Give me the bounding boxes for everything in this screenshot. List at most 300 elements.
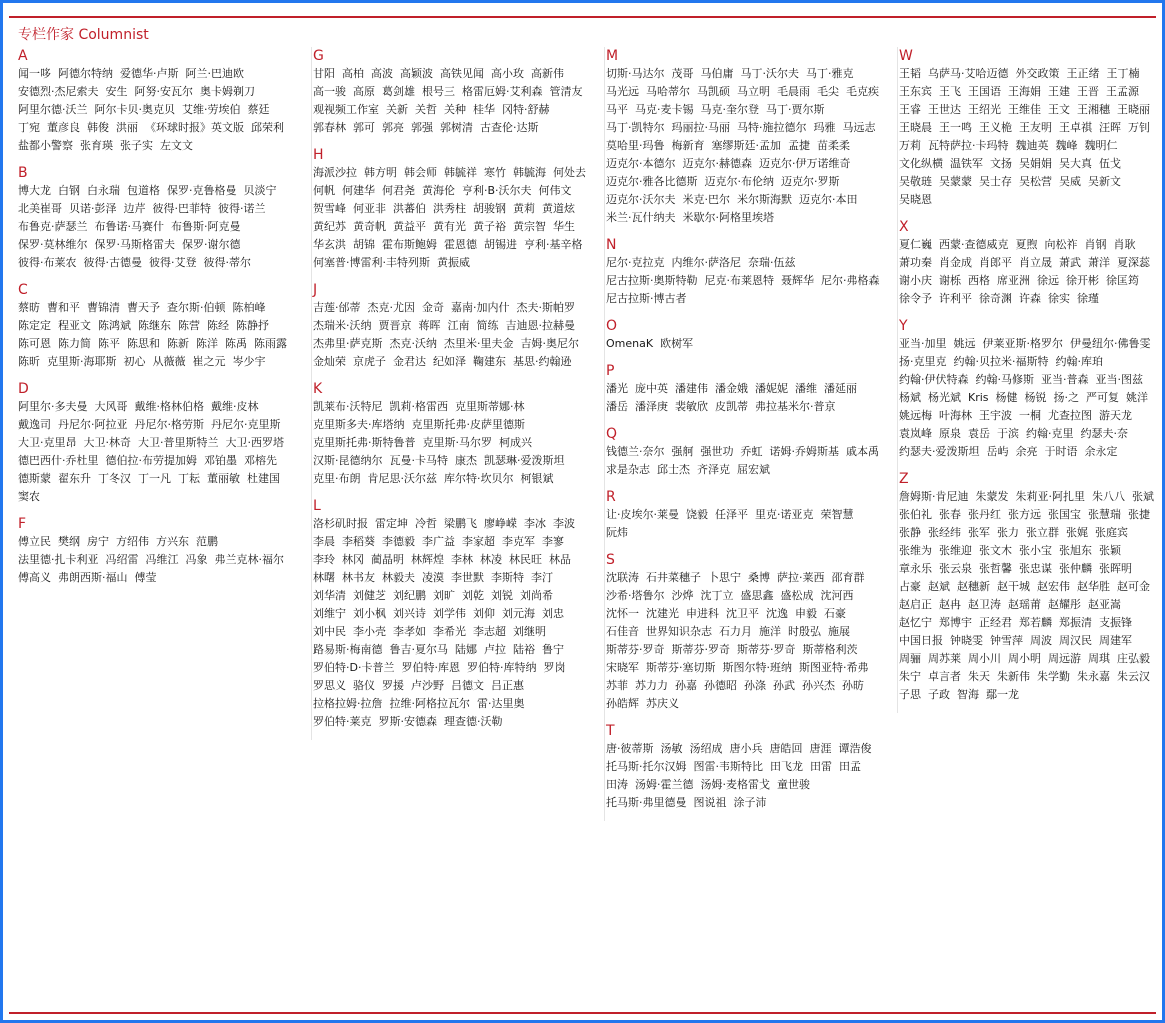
columnist-link[interactable]: 苏力力 (635, 679, 668, 692)
columnist-link[interactable]: 李德毅 (382, 535, 415, 548)
columnist-link[interactable]: 陈柏峰 (232, 301, 266, 314)
columnist-link[interactable]: 曹和平 (47, 301, 80, 314)
columnist-link[interactable]: 亚当·图兹 (1095, 373, 1143, 386)
columnist-link[interactable]: 冯象 (185, 553, 208, 566)
columnist-link[interactable]: 周小明 (1008, 652, 1041, 665)
columnist-link[interactable]: 方兴东 (156, 535, 189, 548)
columnist-link[interactable]: 周远游 (1048, 652, 1081, 665)
columnist-link[interactable]: 杰克·尤因 (367, 301, 415, 314)
columnist-link[interactable]: 张娓 (1066, 526, 1088, 539)
columnist-link[interactable]: 李波 (553, 517, 575, 530)
columnist-link[interactable]: 王睿 (899, 103, 921, 116)
columnist-link[interactable]: 王飞 (939, 85, 961, 98)
columnist-link[interactable]: 刘健芝 (353, 589, 386, 602)
columnist-link[interactable]: 丁冬汉 (98, 472, 131, 485)
columnist-link[interactable]: 崔之元 (192, 355, 226, 368)
columnist-link[interactable]: 胡骏钢 (473, 202, 506, 215)
columnist-link[interactable]: 高新伟 (531, 67, 564, 80)
columnist-link[interactable]: 何伟文 (538, 184, 572, 197)
columnist-link[interactable]: 于滨 (997, 427, 1019, 440)
columnist-link[interactable]: 盛松成 (780, 589, 814, 602)
columnist-link[interactable]: 克里斯·马尔罗 (422, 436, 492, 449)
columnist-link[interactable]: 孙武 (773, 679, 795, 692)
columnist-link[interactable]: 张旭东 (1059, 544, 1092, 557)
columnist-link[interactable]: 屈宏斌 (737, 463, 770, 476)
columnist-link[interactable]: 黄道炫 (542, 202, 575, 215)
columnist-link[interactable]: 古查伦·达斯 (480, 121, 539, 134)
columnist-link[interactable]: 强舸 (671, 445, 694, 458)
columnist-link[interactable]: 白永瑞 (87, 184, 120, 197)
columnist-link[interactable]: 潘延丽 (824, 382, 857, 395)
columnist-link[interactable]: 窦农 (18, 490, 40, 503)
columnist-link[interactable]: 中国日报 (899, 634, 943, 647)
columnist-link[interactable]: 郭树清 (440, 121, 473, 134)
columnist-link[interactable]: 玛雅 (813, 121, 836, 134)
columnist-link[interactable]: 里克·诺亚克 (755, 508, 814, 521)
columnist-link[interactable]: 陆裕 (513, 643, 535, 656)
columnist-link[interactable]: 吴蒙蒙 (939, 175, 972, 188)
columnist-link[interactable]: 赵宏伟 (1037, 580, 1070, 593)
columnist-link[interactable]: 夏仁巍 (899, 238, 932, 251)
columnist-link[interactable]: 张维迎 (939, 544, 972, 557)
columnist-link[interactable]: 朱莉亚·阿扎里 (1015, 490, 1085, 503)
columnist-link[interactable]: 王丁楠 (1106, 67, 1140, 80)
columnist-link[interactable]: 周苏莱 (928, 652, 961, 665)
columnist-link[interactable]: 保罗·克鲁格曼 (167, 184, 237, 197)
columnist-link[interactable]: 约翰·库珀 (1055, 355, 1103, 368)
columnist-link[interactable]: 黄有光 (433, 220, 466, 233)
columnist-link[interactable]: 何亚非 (353, 202, 386, 215)
columnist-link[interactable]: 萧功秦 (899, 256, 932, 269)
columnist-link[interactable]: 唐小兵 (729, 742, 763, 755)
columnist-link[interactable]: 张慧瑞 (1088, 508, 1121, 521)
columnist-link[interactable]: 严可复 (1086, 391, 1120, 404)
columnist-link[interactable]: 西格 (968, 274, 990, 287)
columnist-link[interactable]: 王维佳 (1008, 103, 1041, 116)
columnist-link[interactable]: 阿尔卡贝·奥克贝 (94, 103, 175, 116)
columnist-link[interactable]: 叶海林 (939, 409, 972, 422)
columnist-link[interactable]: 董彦良 (47, 121, 80, 134)
columnist-link[interactable]: 瓦特萨拉·卡玛特 (928, 139, 1009, 152)
columnist-link[interactable]: 刘中民 (313, 625, 346, 638)
columnist-link[interactable]: 孟捷 (788, 139, 810, 152)
columnist-link[interactable]: 大风哥 (94, 400, 128, 413)
columnist-link[interactable]: 让·皮埃尔·莱曼 (606, 508, 679, 521)
columnist-link[interactable]: 张春 (939, 508, 961, 521)
columnist-link[interactable]: 孙兴杰 (802, 679, 835, 692)
columnist-link[interactable]: 赵卫涛 (968, 598, 1001, 611)
columnist-link[interactable]: 李稻葵 (342, 535, 375, 548)
columnist-link[interactable]: 安生 (105, 85, 128, 98)
columnist-link[interactable]: 林书友 (342, 571, 375, 584)
columnist-link[interactable]: 嘉南·加内什 (451, 301, 510, 314)
columnist-link[interactable]: 高小玫 (491, 67, 524, 80)
columnist-link[interactable]: 李小壳 (353, 625, 386, 638)
columnist-link[interactable]: 罗斯·安德森 (378, 715, 437, 728)
columnist-link[interactable]: 谭浩俊 (838, 742, 872, 755)
columnist-link[interactable]: 戚本禹 (846, 445, 879, 458)
columnist-link[interactable]: 卢拉 (484, 643, 506, 656)
columnist-link[interactable]: 张捷 (1128, 508, 1150, 521)
columnist-link[interactable]: 吴威 (1059, 175, 1081, 188)
columnist-link[interactable]: 观视频工作室 (313, 103, 379, 116)
columnist-link[interactable]: 亨利·基辛格 (524, 238, 583, 251)
columnist-link[interactable]: 扬·克里克 (899, 355, 947, 368)
columnist-link[interactable]: 傅立民 (18, 535, 51, 548)
columnist-link[interactable]: 袁岳 (968, 427, 990, 440)
columnist-link[interactable]: 齐泽克 (697, 463, 730, 476)
columnist-link[interactable]: 杰瑞米·沃纳 (313, 319, 372, 332)
columnist-link[interactable]: 黄纪苏 (313, 220, 346, 233)
columnist-link[interactable]: 房宁 (87, 535, 109, 548)
columnist-link[interactable]: 欧树军 (660, 337, 694, 350)
columnist-link[interactable]: 亚当·普森 (1041, 373, 1089, 386)
columnist-link[interactable]: 胡锡进 (484, 238, 517, 251)
columnist-link[interactable]: 马丁·凯特尔 (606, 121, 665, 134)
columnist-link[interactable]: 郑若麟 (1019, 616, 1052, 629)
columnist-link[interactable]: 尼克·布莱恩特 (704, 274, 774, 287)
columnist-link[interactable]: 吉莲·邰蒂 (313, 301, 361, 314)
columnist-link[interactable]: 林曙 (313, 571, 335, 584)
columnist-link[interactable]: 关哲 (415, 103, 437, 116)
columnist-link[interactable]: 裴敏欣 (675, 400, 708, 413)
columnist-link[interactable]: 弗兰克林·福尔 (214, 553, 284, 566)
columnist-link[interactable]: 李斯特 (491, 571, 524, 584)
columnist-link[interactable]: 尤查拉图 (1048, 409, 1092, 422)
columnist-link[interactable]: 沈丁立 (700, 589, 734, 602)
columnist-link[interactable]: 彼得·巴菲特 (152, 202, 211, 215)
columnist-link[interactable]: 彼得·蒂尔 (203, 256, 251, 269)
columnist-link[interactable]: 彼得·布莱农 (18, 256, 77, 269)
columnist-link[interactable]: 图说祖 (693, 796, 727, 809)
columnist-link[interactable]: 外交政策 (1015, 67, 1060, 80)
columnist-link[interactable]: OmenaK (606, 337, 654, 350)
columnist-link[interactable]: 刘乾 (462, 589, 484, 602)
columnist-link[interactable]: 郭强 (411, 121, 433, 134)
columnist-link[interactable]: 迈克尔·本田 (799, 193, 858, 206)
columnist-link[interactable]: 查尔斯·伯顿 (167, 301, 226, 314)
columnist-link[interactable]: 凯莉·格雷西 (389, 400, 448, 413)
columnist-link[interactable]: 华生 (553, 220, 575, 233)
columnist-link[interactable]: 斯蒂芬·罗奇 (671, 643, 730, 656)
columnist-link[interactable]: 阿里尔·多夫曼 (18, 400, 88, 413)
columnist-link[interactable]: 张斌 (1132, 490, 1154, 503)
columnist-link[interactable]: 丹尼尔·格劳斯 (134, 418, 204, 431)
columnist-link[interactable]: 彼得·艾登 (149, 256, 197, 269)
columnist-link[interactable]: 朱宁 (899, 670, 921, 683)
columnist-link[interactable]: 谢小庆 (899, 274, 932, 287)
columnist-link[interactable]: 罗思义 (313, 679, 346, 692)
columnist-link[interactable]: 张立群 (1026, 526, 1059, 539)
columnist-link[interactable]: 朱永嘉 (1077, 670, 1110, 683)
columnist-link[interactable]: 林品 (549, 553, 571, 566)
columnist-link[interactable]: 王义桅 (979, 121, 1012, 134)
columnist-link[interactable]: 管清友 (549, 85, 583, 98)
columnist-link[interactable]: 石豪 (824, 607, 846, 620)
columnist-link[interactable]: 凯莱布·沃特尼 (313, 400, 383, 413)
columnist-link[interactable]: 黄莉 (513, 202, 535, 215)
columnist-link[interactable]: 邓榕先 (244, 454, 277, 467)
columnist-link[interactable]: 陈继东 (138, 319, 171, 332)
columnist-link[interactable]: 正经君 (979, 616, 1012, 629)
columnist-link[interactable]: 马丁·雅克 (806, 67, 854, 80)
columnist-link[interactable]: 张伯礼 (899, 508, 932, 521)
columnist-link[interactable]: 盐都小警察 (18, 139, 73, 152)
columnist-link[interactable]: 张云泉 (939, 562, 972, 575)
columnist-link[interactable]: 一桐 (1019, 409, 1041, 422)
columnist-link[interactable]: 刘学伟 (433, 607, 466, 620)
columnist-link[interactable]: 赵耀彤 (1048, 598, 1081, 611)
columnist-link[interactable]: 求是杂志 (606, 463, 650, 476)
columnist-link[interactable]: 汤绍成 (689, 742, 723, 755)
columnist-link[interactable]: 姚远 (953, 337, 976, 350)
columnist-link[interactable]: 何处去 (553, 166, 586, 179)
columnist-link[interactable]: 王友明 (1019, 121, 1052, 134)
columnist-link[interactable]: 潘岳 (606, 400, 628, 413)
columnist-link[interactable]: 约瑟夫·奈 (1080, 427, 1128, 440)
columnist-link[interactable]: 黄子裕 (473, 220, 506, 233)
columnist-link[interactable]: 大卫·西罗塔 (225, 436, 284, 449)
columnist-link[interactable]: 赵启正 (899, 598, 932, 611)
columnist-link[interactable]: 张颖 (1099, 544, 1121, 557)
columnist-link[interactable]: 谢栎 (939, 274, 961, 287)
columnist-link[interactable]: 赵可金 (1117, 580, 1150, 593)
columnist-link[interactable]: 周小川 (968, 652, 1001, 665)
columnist-link[interactable]: 拉维·阿格拉瓦尔 (389, 697, 470, 710)
columnist-link[interactable]: 徐瑾 (1077, 292, 1099, 305)
columnist-link[interactable]: 樊纲 (58, 535, 80, 548)
columnist-link[interactable]: 高波 (371, 67, 393, 80)
columnist-link[interactable]: 马平 (606, 103, 628, 116)
columnist-link[interactable]: 汪晖 (1099, 121, 1121, 134)
columnist-link[interactable]: 潘妮妮 (755, 382, 788, 395)
columnist-link[interactable]: 任泽平 (715, 508, 748, 521)
columnist-link[interactable]: 宋晓军 (606, 661, 639, 674)
columnist-link[interactable]: 高一骏 (313, 85, 346, 98)
columnist-link[interactable]: 蒋晖 (418, 319, 441, 332)
columnist-link[interactable]: 夏深蕊 (1117, 256, 1150, 269)
columnist-link[interactable]: 克里斯托弗·斯特鲁普 (313, 436, 416, 449)
columnist-link[interactable]: 瓦曼·卡马特 (389, 454, 448, 467)
columnist-link[interactable]: 奈瑞·伍兹 (748, 256, 796, 269)
columnist-link[interactable]: 保罗·莫林维尔 (18, 238, 88, 251)
columnist-link[interactable]: 毛克疾 (846, 85, 879, 98)
columnist-link[interactable]: 赵斌 (928, 580, 950, 593)
columnist-link[interactable]: 阿兰·巴迪欧 (185, 67, 244, 80)
columnist-link[interactable]: 刘尚希 (520, 589, 553, 602)
columnist-link[interactable]: 王正绪 (1066, 67, 1100, 80)
columnist-link[interactable]: 罗伯特·D·卡普兰 (313, 661, 395, 674)
columnist-link[interactable]: 萧洋 (1088, 256, 1110, 269)
columnist-link[interactable]: 北美崔哥 (18, 202, 62, 215)
columnist-link[interactable]: 约翰·贝拉米·福斯特 (953, 355, 1049, 368)
columnist-link[interactable]: 黄海伦 (422, 184, 455, 197)
columnist-link[interactable]: 丁耘 (178, 472, 200, 485)
columnist-link[interactable]: 邱荣利 (251, 121, 284, 134)
columnist-link[interactable]: 童世骏 (777, 778, 810, 791)
columnist-link[interactable]: 左文文 (160, 139, 193, 152)
columnist-link[interactable]: 保罗·马斯格雷夫 (94, 238, 175, 251)
columnist-link[interactable]: 朱新伟 (997, 670, 1030, 683)
columnist-link[interactable]: 肖耿 (1113, 238, 1136, 251)
columnist-link[interactable]: 闻一哆 (18, 67, 51, 80)
columnist-link[interactable]: 饶毅 (686, 508, 708, 521)
columnist-link[interactable]: 朱天 (968, 670, 990, 683)
columnist-link[interactable]: 余亮 (1015, 445, 1038, 458)
columnist-link[interactable]: 章永乐 (899, 562, 932, 575)
columnist-link[interactable]: 徐开彬 (1066, 274, 1099, 287)
columnist-link[interactable]: 简练 (476, 319, 499, 332)
columnist-link[interactable]: 温铁军 (950, 157, 983, 170)
columnist-link[interactable]: 强世功 (700, 445, 734, 458)
columnist-link[interactable]: 郑博宇 (939, 616, 972, 629)
columnist-link[interactable]: 迈克尔·雅各比德斯 (606, 175, 698, 188)
columnist-link[interactable]: 唐皓回 (769, 742, 803, 755)
columnist-link[interactable]: 张小宝 (1019, 544, 1052, 557)
columnist-link[interactable]: 黄宗智 (513, 220, 546, 233)
columnist-link[interactable]: 杨锐 (1024, 391, 1047, 404)
columnist-link[interactable]: 保罗·谢尔德 (182, 238, 241, 251)
columnist-link[interactable]: 蔺晶明 (371, 553, 404, 566)
columnist-link[interactable]: 玛丽拉·马丽 (671, 121, 730, 134)
columnist-link[interactable]: 彼得·古德曼 (83, 256, 142, 269)
columnist-link[interactable]: 大卫·克里昂 (18, 436, 77, 449)
columnist-link[interactable]: 刘华清 (313, 589, 346, 602)
columnist-link[interactable]: 林凌 (480, 553, 502, 566)
columnist-link[interactable]: 尼古拉斯·博古者 (606, 292, 687, 305)
columnist-link[interactable]: 迈克尔·本德尔 (606, 157, 676, 170)
columnist-link[interactable]: 王国语 (968, 85, 1001, 98)
columnist-link[interactable]: 洪蕃伯 (393, 202, 426, 215)
columnist-link[interactable]: 张哲馨 (979, 562, 1012, 575)
columnist-link[interactable]: 丹尼尔·克里斯 (211, 418, 281, 431)
columnist-link[interactable]: 赵瑶莆 (1008, 598, 1041, 611)
columnist-link[interactable]: 克里斯多夫·库塔纳 (313, 418, 405, 431)
columnist-link[interactable]: 沈逸 (766, 607, 788, 620)
columnist-link[interactable]: 施洋 (759, 625, 781, 638)
columnist-link[interactable]: 曹锦清 (87, 301, 120, 314)
columnist-link[interactable]: 王晋 (1077, 85, 1099, 98)
columnist-link[interactable]: 陈定定 (18, 319, 51, 332)
columnist-link[interactable]: 支振锋 (1099, 616, 1132, 629)
columnist-link[interactable]: 包道格 (127, 184, 160, 197)
columnist-link[interactable]: 阿里尔德·沃兰 (18, 103, 88, 116)
columnist-link[interactable]: 莫哈里·玛鲁 (606, 139, 665, 152)
columnist-link[interactable]: 张忠谋 (1019, 562, 1052, 575)
columnist-link[interactable]: 王晓丽 (1117, 103, 1150, 116)
columnist-link[interactable]: 潘维 (795, 382, 817, 395)
columnist-link[interactable]: 孙嘉 (675, 679, 697, 692)
columnist-link[interactable]: 约翰·克里 (1026, 427, 1074, 440)
columnist-link[interactable]: 米歇尔·阿格里埃塔 (682, 211, 774, 224)
columnist-link[interactable]: 金灿荣 (313, 355, 346, 368)
columnist-link[interactable]: 杰克·沃纳 (389, 337, 437, 350)
columnist-link[interactable]: 吉姆·奥尼尔 (520, 337, 579, 350)
columnist-link[interactable]: 涂子沛 (733, 796, 767, 809)
columnist-link[interactable]: 霍恩德 (444, 238, 477, 251)
columnist-link[interactable]: 尼尔·克拉克 (606, 256, 665, 269)
columnist-link[interactable]: 切斯·马达尔 (606, 67, 665, 80)
columnist-link[interactable]: 沈卫平 (726, 607, 759, 620)
columnist-link[interactable]: 罗伯特·库特纳 (466, 661, 537, 674)
columnist-link[interactable]: 艾维·劳埃伯 (182, 103, 241, 116)
columnist-link[interactable]: 凯瑟琳·爱泼斯坦 (484, 454, 565, 467)
columnist-link[interactable]: 向松祚 (1044, 238, 1078, 251)
columnist-link[interactable]: 周骊 (899, 652, 921, 665)
columnist-link[interactable]: 万钊 (1128, 121, 1150, 134)
columnist-link[interactable]: 汤敏 (660, 742, 683, 755)
columnist-link[interactable]: 邓铂墨 (204, 454, 237, 467)
columnist-link[interactable]: 梁鹏飞 (444, 517, 477, 530)
columnist-link[interactable]: 沈河西 (820, 589, 854, 602)
columnist-link[interactable]: 荣智慧 (820, 508, 854, 521)
columnist-link[interactable]: 姚远梅 (899, 409, 932, 422)
columnist-link[interactable]: 金奇 (422, 301, 444, 314)
columnist-link[interactable]: 张静 (899, 526, 921, 539)
columnist-link[interactable]: 卢沙野 (411, 679, 444, 692)
columnist-link[interactable]: 汉斯·昆德纳尔 (313, 454, 383, 467)
columnist-link[interactable]: 张仲麟 (1059, 562, 1092, 575)
columnist-link[interactable]: 文化纵横 (899, 157, 943, 170)
columnist-link[interactable]: 李希光 (433, 625, 466, 638)
columnist-link[interactable]: 高铁见闻 (440, 67, 484, 80)
columnist-link[interactable]: 高原 (353, 85, 375, 98)
columnist-link[interactable]: 王卓祺 (1059, 121, 1092, 134)
columnist-link[interactable]: 路易斯·梅南德 (313, 643, 383, 656)
columnist-link[interactable]: 张庭宾 (1095, 526, 1128, 539)
columnist-link[interactable]: 胡锦 (353, 238, 375, 251)
columnist-link[interactable]: 斯图尔特·班纳 (722, 661, 792, 674)
columnist-link[interactable]: 斯蒂芬·罗奇 (737, 643, 796, 656)
columnist-link[interactable]: 世界知识杂志 (646, 625, 712, 638)
columnist-link[interactable]: 冯绍雷 (105, 553, 139, 566)
columnist-link[interactable]: 李寥 (542, 535, 564, 548)
columnist-link[interactable]: 托马斯·托尔汉姆 (606, 760, 687, 773)
columnist-link[interactable]: 马特·施拉德尔 (737, 121, 807, 134)
columnist-link[interactable]: 刘纪鹏 (393, 589, 426, 602)
columnist-link[interactable]: 夏煦 (1015, 238, 1038, 251)
columnist-link[interactable]: 奥卡姆剃刀 (200, 85, 255, 98)
columnist-link[interactable]: 亨利·B·沃尔夫 (462, 184, 532, 197)
columnist-link[interactable]: 马立明 (737, 85, 770, 98)
columnist-link[interactable]: 田涛 (606, 778, 628, 791)
columnist-link[interactable]: 戴逸司 (18, 418, 51, 431)
columnist-link[interactable]: 格雷厄姆·艾利森 (462, 85, 543, 98)
columnist-link[interactable]: 鞠建东 (473, 355, 506, 368)
columnist-link[interactable]: 汤姆·麦格雷戈 (700, 778, 770, 791)
columnist-link[interactable]: 邱士杰 (657, 463, 690, 476)
columnist-link[interactable]: 林辉煌 (411, 553, 444, 566)
columnist-link[interactable]: 吉迪恩·拉赫曼 (505, 319, 575, 332)
columnist-link[interactable]: 乌萨马·艾哈迈德 (928, 67, 1009, 80)
columnist-link[interactable]: 乔虹 (740, 445, 763, 458)
columnist-link[interactable]: 李汀 (531, 571, 553, 584)
columnist-link[interactable]: 徐实 (1048, 292, 1070, 305)
columnist-link[interactable]: 寒竹 (484, 166, 506, 179)
columnist-link[interactable]: 韩毓祥 (444, 166, 477, 179)
columnist-link[interactable]: 肯尼思·沃尔兹 (367, 472, 437, 485)
columnist-link[interactable]: 盛思鑫 (740, 589, 774, 602)
columnist-link[interactable]: 朱学勤 (1037, 670, 1070, 683)
columnist-link[interactable]: 原泉 (939, 427, 961, 440)
columnist-link[interactable]: 邵育群 (831, 571, 865, 584)
columnist-link[interactable]: Kris (968, 391, 989, 404)
columnist-link[interactable]: 赵亚嵩 (1088, 598, 1121, 611)
columnist-link[interactable]: 德伯拉·布劳提加姆 (105, 454, 197, 467)
columnist-link[interactable]: 郭亮 (382, 121, 404, 134)
columnist-link[interactable]: 斯蒂芬·塞切斯 (646, 661, 716, 674)
columnist-link[interactable]: 赵忆宁 (899, 616, 932, 629)
